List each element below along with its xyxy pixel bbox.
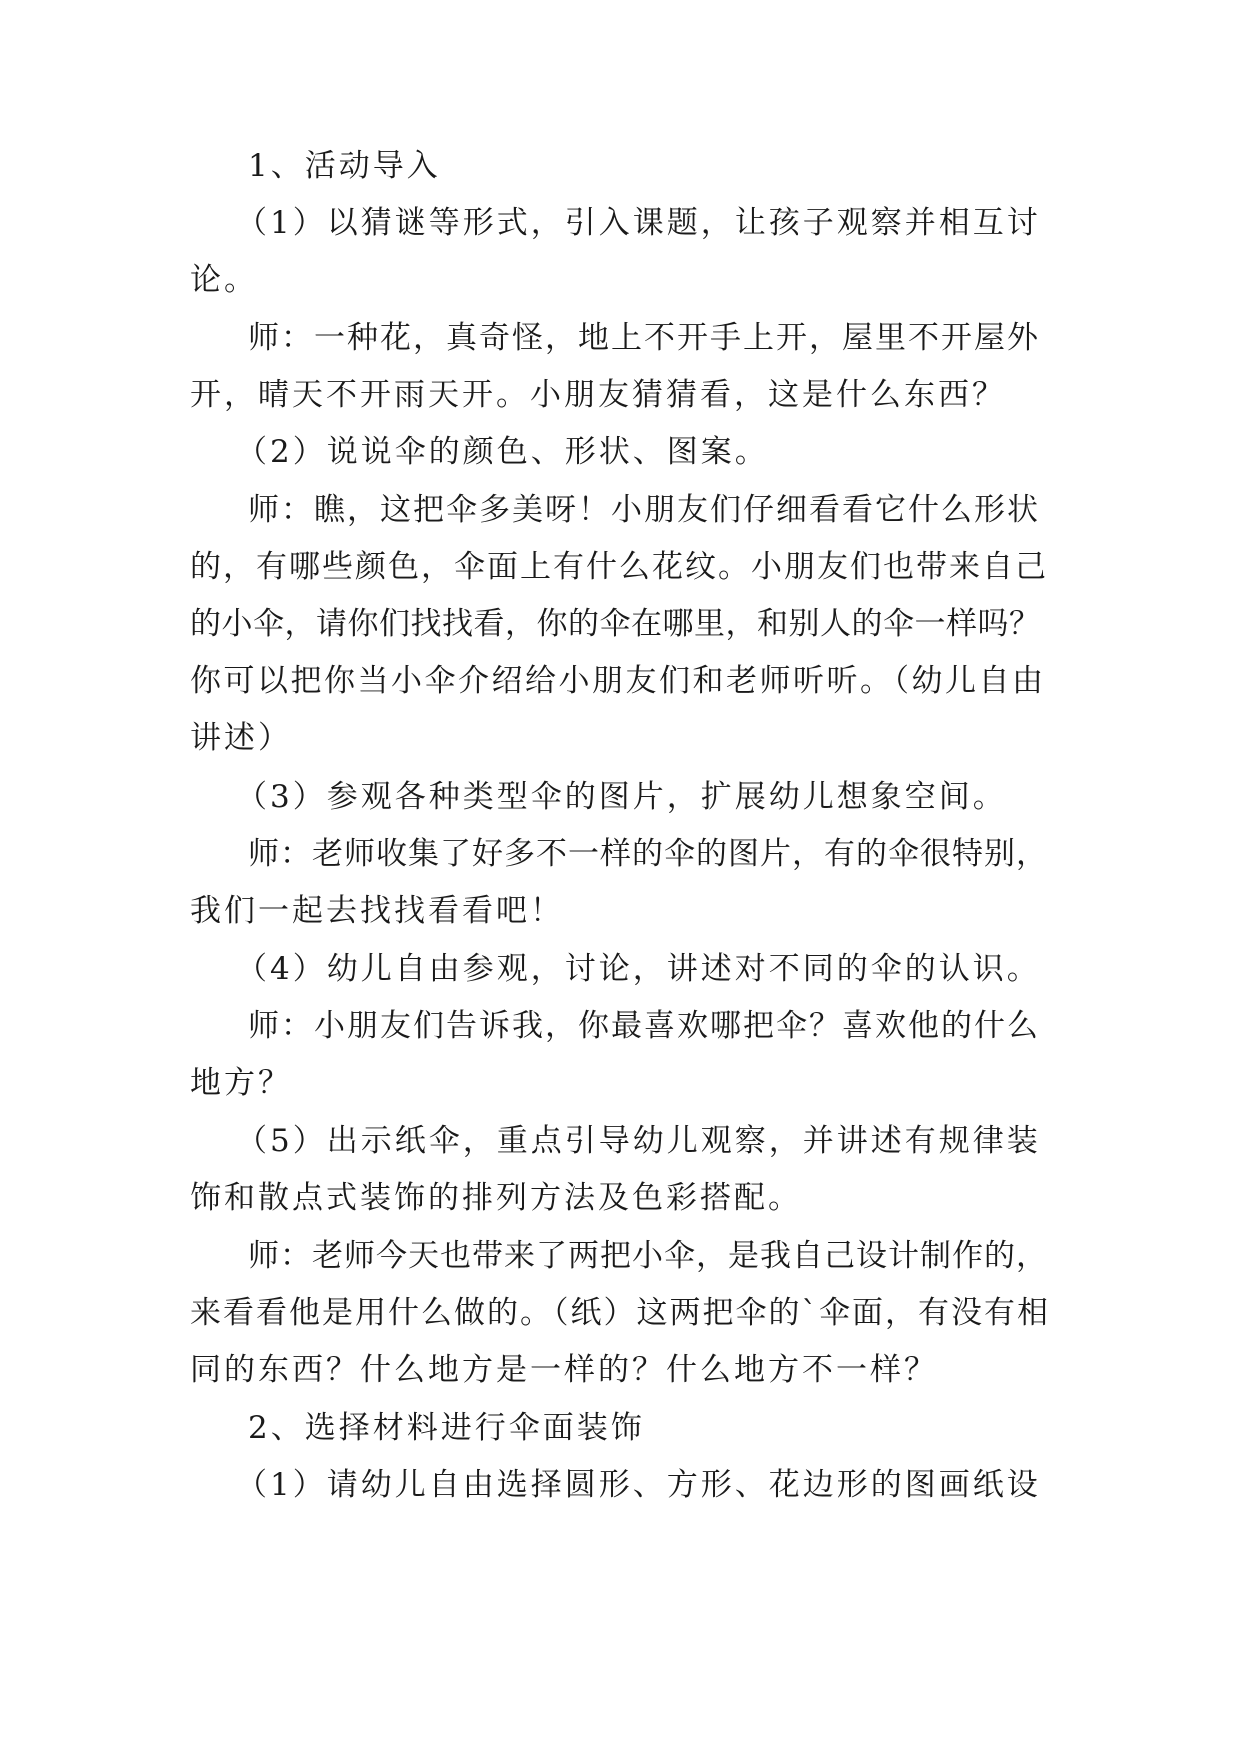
paragraph-line: 师：老师收集了好多不一样的伞的图片，有的伞很特别， [248,836,1048,872]
paragraph-line: 开，晴天不开雨天开。小朋友猜猜看，这是什么东西？ [190,377,1006,413]
paragraph-line: 饰和散点式装饰的排列方法及色彩搭配。 [190,1180,802,1216]
paragraph-line: （1）以猜谜等形式，引入课题，让孩子观察并相互讨 [236,205,1041,241]
paragraph-line: 你可以把你当小伞介绍给小朋友们和老师听听。（幼儿自由 [190,663,1046,699]
paragraph-line: 讲述） [190,720,292,756]
section-heading: 1、活动导入 [248,148,441,184]
section-heading: 2、选择材料进行伞面装饰 [248,1410,645,1446]
paragraph-line: 同的东西？什么地方是一样的？什么地方不一样？ [190,1352,938,1388]
paragraph-line: 地方？ [190,1065,292,1101]
paragraph-line: 的小伞，请你们找找看，你的伞在哪里，和别人的伞一样吗？ [190,606,1041,642]
paragraph-line: （3）参观各种类型伞的图片，扩展幼儿想象空间。 [236,779,1007,815]
paragraph-line: 师：小朋友们告诉我，你最喜欢哪把伞？喜欢他的什么 [248,1008,1040,1044]
paragraph-line: 论。 [190,262,258,298]
paragraph-line: （4）幼儿自由参观，讨论，讲述对不同的伞的认识。 [236,951,1041,987]
paragraph-line: （1）请幼儿自由选择圆形、方形、花边形的图画纸设 [236,1467,1041,1503]
paragraph-line: 师：一种花，真奇怪，地上不开手上开，屋里不开屋外 [248,320,1040,356]
paragraph-line: 来看看他是用什么做的。（纸）这两把伞的`伞面，有没有相 [190,1295,1050,1331]
paragraph-line: 我们一起去找找看看吧！ [190,893,564,929]
paragraph-line: 师：瞧，这把伞多美呀！小朋友们仔细看看它什么形状 [248,492,1040,528]
paragraph-line: （2）说说伞的颜色、形状、图案。 [236,434,769,470]
paragraph-line: （5）出示纸伞，重点引导幼儿观察，并讲述有规律装 [236,1123,1041,1159]
paragraph-line: 师：老师今天也带来了两把小伞，是我自己设计制作的， [248,1238,1048,1274]
paragraph-line: 的，有哪些颜色，伞面上有什么花纹。小朋友们也带来自己 [190,549,1048,585]
